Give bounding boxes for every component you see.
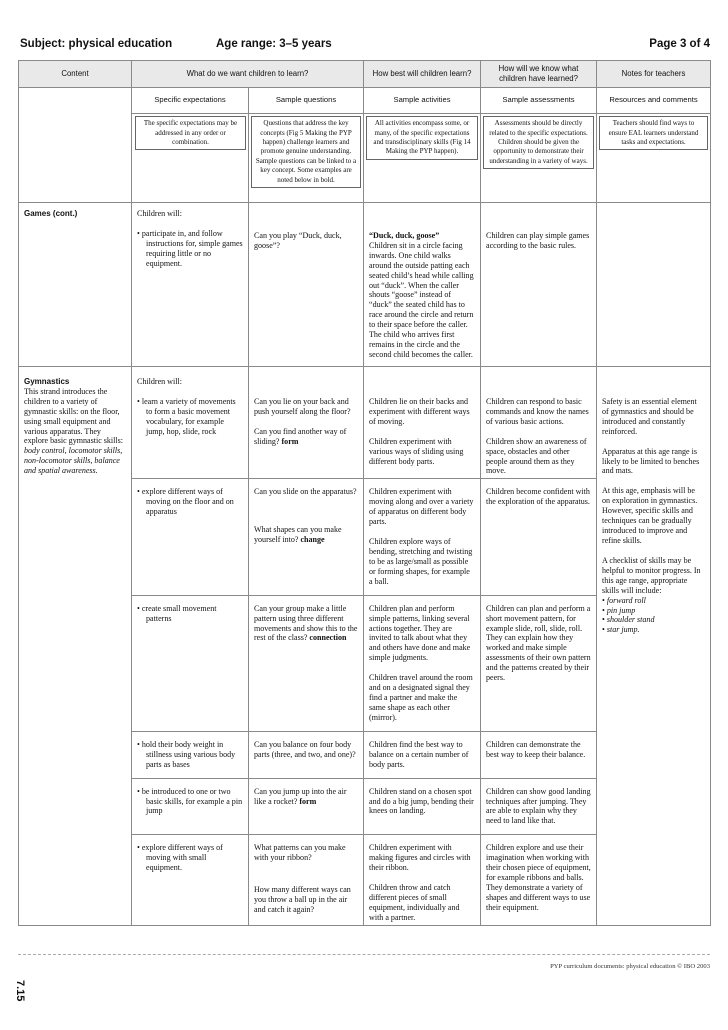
desc-questions: Questions that address the key concepts (Fig 5 Making the PYP happen) challenge learners and promote genuine understanding. Sample questions can be linked to a key concept. Some examples are noted below in bold. — [251, 116, 361, 188]
gym-question: Can you slide on the apparatus? — [254, 487, 357, 497]
gym-note-apparatus: Apparatus at this age range is likely to be limited to benches and mats. — [602, 446, 700, 476]
footer-rule — [18, 954, 710, 955]
col-notes: Notes for teachers — [597, 61, 711, 88]
gym-question: What shapes can you make yourself into? change — [254, 525, 342, 545]
gymnastics-row-1 — [19, 366, 711, 478]
gym-activity: Children travel around the room and on a designated signal they find a partner and make the same shape as each other (mirror). — [369, 673, 473, 722]
skill-list-item: • forward roll — [602, 595, 646, 605]
key-concept: change — [300, 535, 325, 545]
col-how-know: How will we know what children have learned? — [481, 61, 597, 88]
gym-assessment: Children can plan and perform a short movement pattern, for example slide, roll, slide, roll. They can explain how they worked and make simple assessments of their own pattern and the patterns created by their peers. — [486, 603, 591, 683]
gym-question: How many different ways can you throw a ball up in the air and catch it again? — [254, 885, 351, 914]
gym-activity: Children stand on a chosen spot and do a big jump, bending their knees on landing. — [369, 786, 474, 816]
gym-activity: Children throw and catch different pieces of small equipment, individually and with a partner. — [369, 883, 460, 922]
gym-assessment: Children become confident with the exploration of the apparatus. — [486, 487, 590, 507]
gym-expectation-1: • learn a variety of movements to form a basic movement vocabulary, for example jump, hop, slide, rock — [137, 396, 236, 436]
games-assessment: Children can play simple games according to the basic rules. — [486, 230, 590, 250]
footer-credit: PYP curriculum documents: physical education © IBO 2003 — [550, 963, 710, 970]
page-header — [20, 38, 710, 54]
key-concept: connection — [309, 633, 347, 643]
gym-activity: Children experiment with making figures and circles with their ribbon. — [369, 843, 471, 873]
gym-assessment: Children can demonstrate the best way to keep their balance. — [486, 739, 586, 759]
gym-expectation-6: • explore different ways of moving with small equipment. — [137, 843, 223, 873]
col-learn: What do we want children to learn? — [132, 61, 364, 88]
key-concept: form — [299, 796, 317, 806]
gymnastics-strand-title: Gymnastics — [24, 376, 70, 386]
gymnastics-intro: Children will: — [137, 376, 182, 386]
col-content: Content — [19, 61, 132, 88]
gymnastics-description: This strand introduces the children to a variety of gymnastic skills: on the floor, using small equipment and various apparatus. They explore basic gymnastic skills: — [24, 386, 124, 446]
gym-assessment: Children show an awareness of space, obstacles and other people around them as they move. — [486, 436, 587, 476]
age-range: Age range: 3–5 years — [216, 38, 332, 50]
gym-expectation-3: • create small movement patterns — [137, 603, 217, 623]
games-activity-title: “Duck, duck, goose” — [369, 230, 440, 240]
key-concept: form — [281, 436, 299, 446]
sub-activities: Sample activities — [364, 88, 481, 114]
gym-note-checklist: A checklist of skills may be helpful to monitor progress. In this age range, appropriate skills will include: — [602, 555, 701, 595]
gym-note-emphasis: At this age, emphasis will be on exploration in gymnastics. However, specific skills and techniques can be gradually introduced to improve and refine skills. — [602, 486, 698, 545]
col-how-learn: How best will children learn? — [364, 61, 481, 88]
page-number: 7.15 — [14, 980, 26, 1002]
gymnastics-skills: body control, locomotor skills, non-locomotor skills, balance and spatial awareness. — [24, 446, 123, 476]
desc-activities: All activities encompass some, or many, of the specific expectations and transdisciplinary skills (Fig 14 Making the PYP happen). — [366, 116, 478, 160]
gym-question: What patterns can you make with your ribbon? — [254, 843, 346, 863]
gym-activity: Children find the best way to balance on a certain number of body parts. — [369, 739, 469, 769]
gym-activity: Children experiment with moving along and over a variety of apparatus on different body parts. — [369, 487, 474, 527]
gym-activity: Children experiment with various ways of sliding using different body parts. — [369, 436, 464, 466]
gym-assessment: Children can respond to basic commands and know the names of various basic actions. — [486, 396, 589, 426]
desc-expectations: The specific expectations may be addressed in any order or combination. — [135, 116, 246, 150]
gym-activity: Children plan and perform simple patterns, linking several actions together. They are invited to talk about what they and others have done and make simple judgments. — [369, 603, 471, 663]
gym-question: Can you find another way of sliding? form — [254, 426, 347, 446]
skill-list-item: • shoulder stand — [602, 615, 655, 625]
gym-question: Can your group make a little pattern using three different movements and show this to the rest of the class? connection — [254, 603, 358, 643]
games-activity: Children sit in a circle facing inwards. One child walks around the outside patting each seated child’s head while calling out “duck”. When the caller shouts “goose” instead of “duck” the seated child has to race around the circle and return to their space before the caller. The child who arrives first remains in the circle and the second child becomes the caller. — [369, 240, 474, 359]
sub-resources: Resources and comments — [597, 88, 711, 114]
gym-assessment: Children explore and use their imagination when working with their chosen piece of equipment, for example ribbons and balls. They demonstrate a variety of shapes and different ways to use their equipment. — [486, 843, 591, 912]
curriculum-table — [18, 60, 711, 926]
games-row — [19, 202, 711, 366]
gym-note-safety: Safety is an essential element of gymnastics and should be introduced and constantly reinforced. — [602, 396, 697, 436]
gym-activity: Children explore ways of bending, stretching and twisting to be as large/small as possible or forming shapes, for example a ball. — [369, 537, 473, 586]
gym-question: Can you balance on four body parts (three, and two, and one)? — [254, 739, 356, 759]
sub-expectations: Specific expectations — [132, 88, 249, 114]
desc-resources: Teachers should find ways to ensure EAL learners understand tasks and expectations. — [599, 116, 708, 150]
gym-expectation-2: • explore different ways of moving on the floor and on apparatus — [137, 487, 234, 517]
subject-title: Subject: physical education — [20, 38, 173, 50]
column-header-row — [19, 61, 711, 88]
gym-expectation-4: • hold their body weight in stillness using various body parts as bases — [137, 739, 236, 769]
gym-expectation-5: • be introduced to one or two basic skills, for example a pin jump — [137, 786, 243, 816]
page-indicator: Page 3 of 4 — [649, 38, 710, 50]
gym-assessment: Children can show good landing techniques after jumping. They are able to explain why they need to land like that. — [486, 786, 591, 826]
subheader-row — [19, 88, 711, 114]
gym-activity: Children lie on their backs and experiment with different ways of moving. — [369, 396, 470, 426]
games-intro: Children will: — [137, 208, 182, 218]
sub-questions: Sample questions — [249, 88, 364, 114]
skill-list-item: • pin jump — [602, 605, 636, 615]
games-strand-title: Games (cont.) — [24, 208, 78, 218]
sub-assessments: Sample assessments — [481, 88, 597, 114]
gym-question: Can you jump up into the air like a rocket? form — [254, 786, 347, 806]
desc-assessments: Assessments should be directly related to the specific expectations. Children should be given the opportunity to demonstrate their understanding in a variety of ways. — [483, 116, 594, 169]
games-expectation: • participate in, and follow instructions for, simple games requiring little or no equipment. — [137, 228, 243, 268]
empty-content-cell — [19, 88, 132, 203]
games-question: Can you play “Duck, duck, goose”? — [254, 230, 342, 250]
skill-list-item: • star jump. — [602, 625, 640, 635]
gym-question: Can you lie on your back and push yourself along the floor? — [254, 396, 351, 416]
